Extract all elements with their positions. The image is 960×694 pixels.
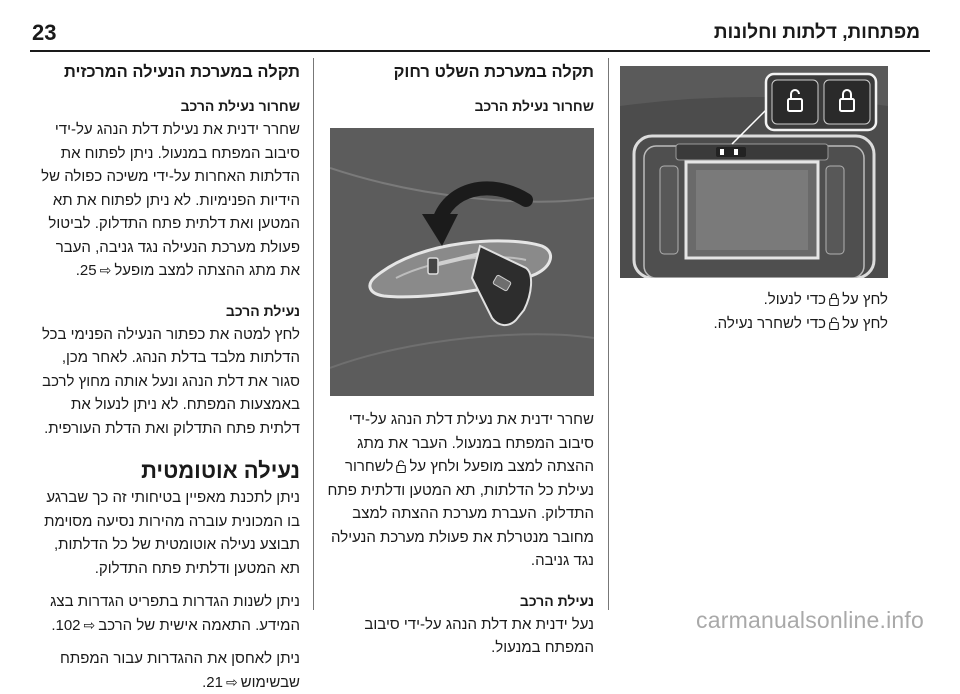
page-reference-icon: ⇨ <box>100 259 112 283</box>
dashboard-lock-buttons-illustration <box>620 66 888 278</box>
unlock-icon <box>829 317 839 330</box>
locking-subheading: נעילת הרכב <box>326 589 594 613</box>
right-column <box>620 66 888 335</box>
locking-paragraph: לחץ למטה את כפתור הנעילה הפנימי בכל הדלתות מלבד בדלת הנהג. לאחר מכן, סגור את דלת הנהג ונעל אותה מחוץ לרכב באמצעות המפתח. לא ניתן לנעול את דלתית פתח התדלוק ואת הדלת העורפית. <box>32 323 300 441</box>
key-settings-paragraph: ניתן לאחסן את ההגדרות עבור המפתח שבשימוש⇨21. <box>32 647 300 694</box>
page-reference-icon: ⇨ <box>84 614 96 638</box>
central-locking-fault-heading: תקלה במערכת הנעילה המרכזית <box>32 60 300 84</box>
page-reference-icon: ⇨ <box>226 671 238 694</box>
automatic-locking-paragraph: ניתן לתכנת מאפיין בטיחותי זה כך שברגע בו המכונית עוברה מהירות נסיעה מסוימת תבוצע נעילה אוטומטית של כל הדלתות, תא המטען ודלתית פתח התדלוק. <box>32 486 300 580</box>
running-title: מפתחות, דלתות וחלונות <box>714 22 920 44</box>
unlocking-paragraph: שחרר ידנית את נעילת דלת הנהג על-ידי סיבוב המפתח במנעול. ניתן לפתוח את הדלתות האחרות על-ידי משיכה כפולה של הידיות הפנימיות. לא ניתן לפתוח את תא המטען ואת דלתית פתח התדלוק. לביטול פעולת מערכת הנעילה נגד גניבה, העבר את מתג ההצתה למצב מופעל⇨25. <box>32 118 300 283</box>
header-rule <box>30 50 930 52</box>
settings-paragraph: ניתן לשנות הגדרות בתפריט הגדרות בצג המידע. התאמה אישית של הרכב⇨102. <box>32 590 300 637</box>
page-number: 23 <box>32 20 56 46</box>
remote-fault-heading: תקלה במערכת השלט רחוק <box>326 60 594 84</box>
unlock-instruction: לחץ על כדי לשחרר נעילה. <box>620 312 888 336</box>
unlocking-subheading: שחרור נעילת הרכב <box>326 94 594 118</box>
middle-column <box>326 60 594 660</box>
unlock-manual-paragraph: שחרר ידנית את נעילת דלת הנהג על-ידי סיבוב המפתח במנעול. העבר את מתג ההצתה למצב מופעל ולחץ על לשחרור נעילת כל הדלתות, תא המטען ודלתית פתח התדלוק. העברת מערכת ההצתה למצב מחובר מנטרלת את פעולת מערכת הנעילה נגד גניבה. <box>326 408 594 573</box>
lock-icon <box>829 293 839 306</box>
page-reference[interactable]: 25 <box>80 262 97 279</box>
page-reference[interactable]: 21 <box>206 674 223 691</box>
page-reference[interactable]: 102 <box>56 617 81 634</box>
automatic-locking-heading: נעילה אוטומטית <box>32 456 300 486</box>
key-in-door-lock-illustration <box>330 128 594 396</box>
unlock-icon <box>396 460 406 473</box>
left-column <box>32 60 300 694</box>
watermark: carmanualsonline.info <box>696 607 924 634</box>
column-divider-left <box>313 58 314 610</box>
lock-instruction: לחץ על כדי לנעול. <box>620 288 888 312</box>
lock-manual-paragraph: נעל ידנית את דלת הנהג על-ידי סיבוב המפתח במנעול. <box>326 613 594 660</box>
locking-subheading: נעילת הרכב <box>32 299 300 323</box>
unlocking-subheading: שחרור נעילת הרכב <box>32 94 300 118</box>
column-divider-right <box>608 58 609 610</box>
